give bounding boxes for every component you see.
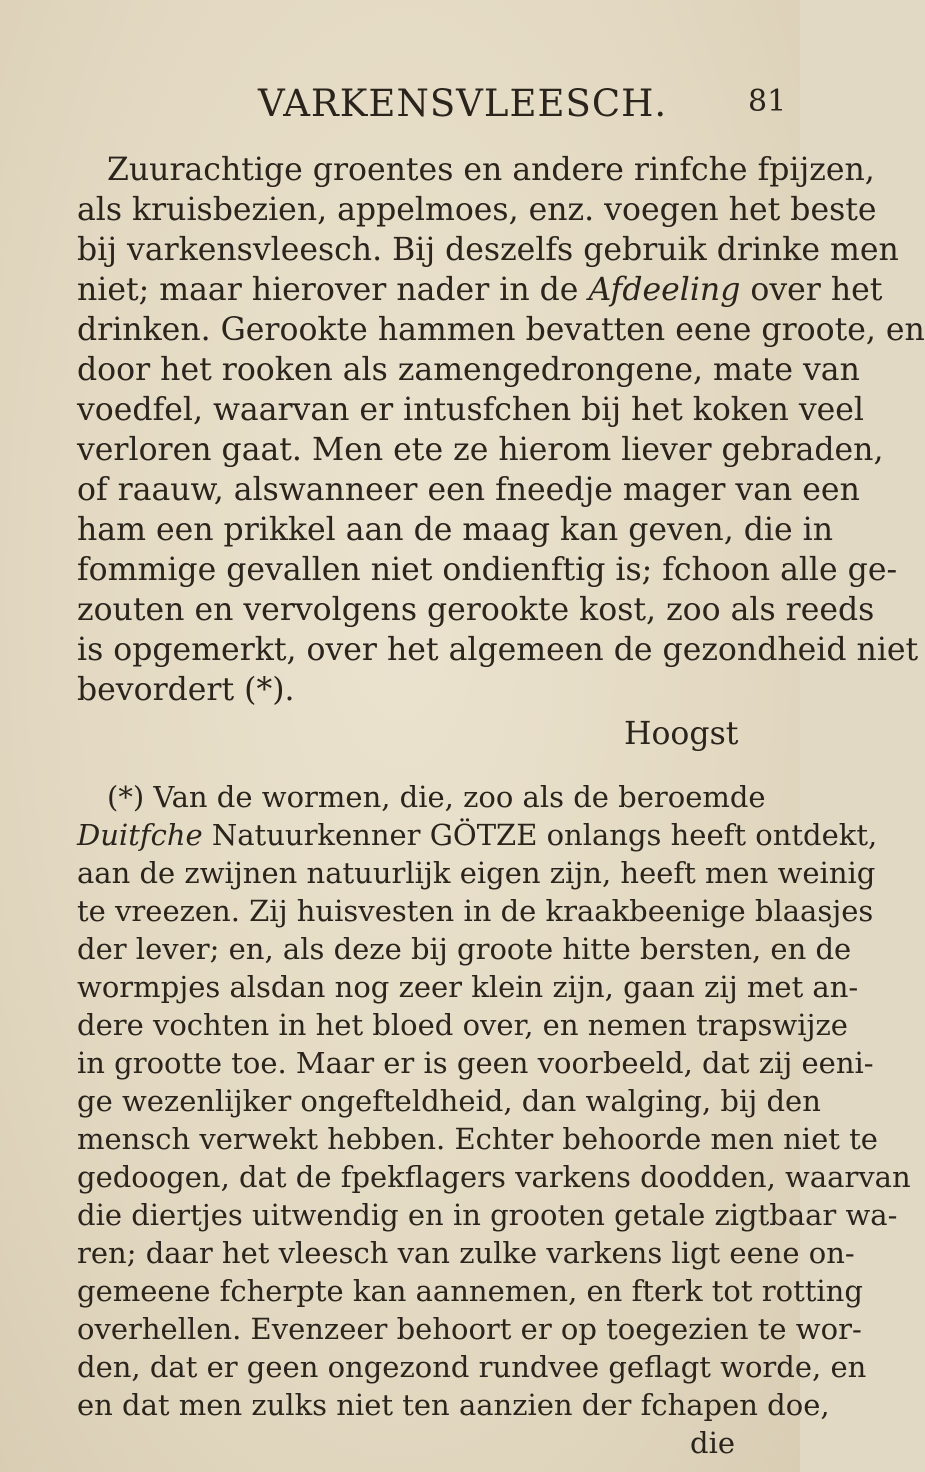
body-line: zouten en vervolgens gerookte kost, zoo als reeds xyxy=(77,592,875,628)
footnote-line: ren; daar het vleesch van zulke varkens ligt eene on- xyxy=(77,1236,855,1270)
body-line: of raauw, alswanneer een fneedje mager van een xyxy=(77,472,860,508)
body-line: als kruisbezien, appelmoes, enz. voegen het beste xyxy=(77,192,877,228)
body-line: bij varkensvleesch. Bij deszelfs gebruik drinke men xyxy=(77,232,899,268)
body-line: voedfel, waarvan er intusfchen bij het koken veel xyxy=(77,392,864,428)
footnote-line: in grootte toe. Maar er is geen voorbeeld, dat zij eeni- xyxy=(77,1046,874,1080)
footnote-line: den, dat er geen ongezond rundvee geflagt worde, en xyxy=(77,1350,867,1384)
footnote-line: te vreezen. Zij huisvesten in de kraakbeenige blaasjes xyxy=(77,894,874,928)
body-line: drinken. Gerookte hammen bevatten eene groote, en xyxy=(77,312,925,348)
body-line: bevordert (*). xyxy=(77,672,295,708)
running-head: VARKENSVLEESCH. xyxy=(258,82,668,125)
footnote-line: ge wezenlijker ongefteldheid, dan walging, bij den xyxy=(77,1084,821,1118)
body-line: Zuurachtige groentes en andere rinfche fpijzen, xyxy=(107,152,875,188)
footnote-line: gedoogen, dat de fpekflagers varkens doodden, waarvan xyxy=(77,1160,911,1194)
footnote-line: dere vochten in het bloed over, en nemen trapswijze xyxy=(77,1008,848,1042)
footnote-line: gemeene fcherpte kan aannemen, en fterk tot rotting xyxy=(77,1274,863,1308)
footnote-line: der lever; en, als deze bij groote hitte bersten, en de xyxy=(77,932,852,966)
body-line: fommige gevallen niet ondienftig is; fchoon alle ge- xyxy=(77,552,898,588)
footnote-line: wormpjes alsdan nog zeer klein zijn, gaan zij met an- xyxy=(77,970,859,1004)
body-line: is opgemerkt, over het algemeen de gezondheid niet xyxy=(77,632,919,668)
footnote-line: en dat men zulks niet ten aanzien der fchapen doe, xyxy=(77,1388,830,1422)
footnote-line: mensch verwekt hebben. Echter behoorde men niet te xyxy=(77,1122,878,1156)
footnote-catchword: die xyxy=(690,1426,736,1460)
footnote-line: (*) Van de wormen, die, zoo als de beroemde xyxy=(107,780,766,814)
body-line: niet; maar hierover nader in de Afdeeling over het xyxy=(77,272,883,308)
body-line: ham een prikkel aan de maag kan geven, die in xyxy=(77,512,833,548)
page-number: 81 xyxy=(748,84,787,119)
footnote-line: die diertjes uitwendig en in grooten getale zigtbaar wa- xyxy=(77,1198,898,1232)
catchword: Hoogst xyxy=(624,716,739,752)
body-line: door het rooken als zamengedrongene, mate van xyxy=(77,352,860,388)
footnote-line: aan de zwijnen natuurlijk eigen zijn, heeft men weinig xyxy=(77,856,876,890)
footnote-line: Duitfche Natuurkenner GÖTZE onlangs heeft ontdekt, xyxy=(77,818,878,852)
page-header xyxy=(0,82,800,132)
body-line: verloren gaat. Men ete ze hierom liever gebraden, xyxy=(77,432,884,468)
footnote-line: overhellen. Evenzeer behoort er op toegezien te wor- xyxy=(77,1312,862,1346)
